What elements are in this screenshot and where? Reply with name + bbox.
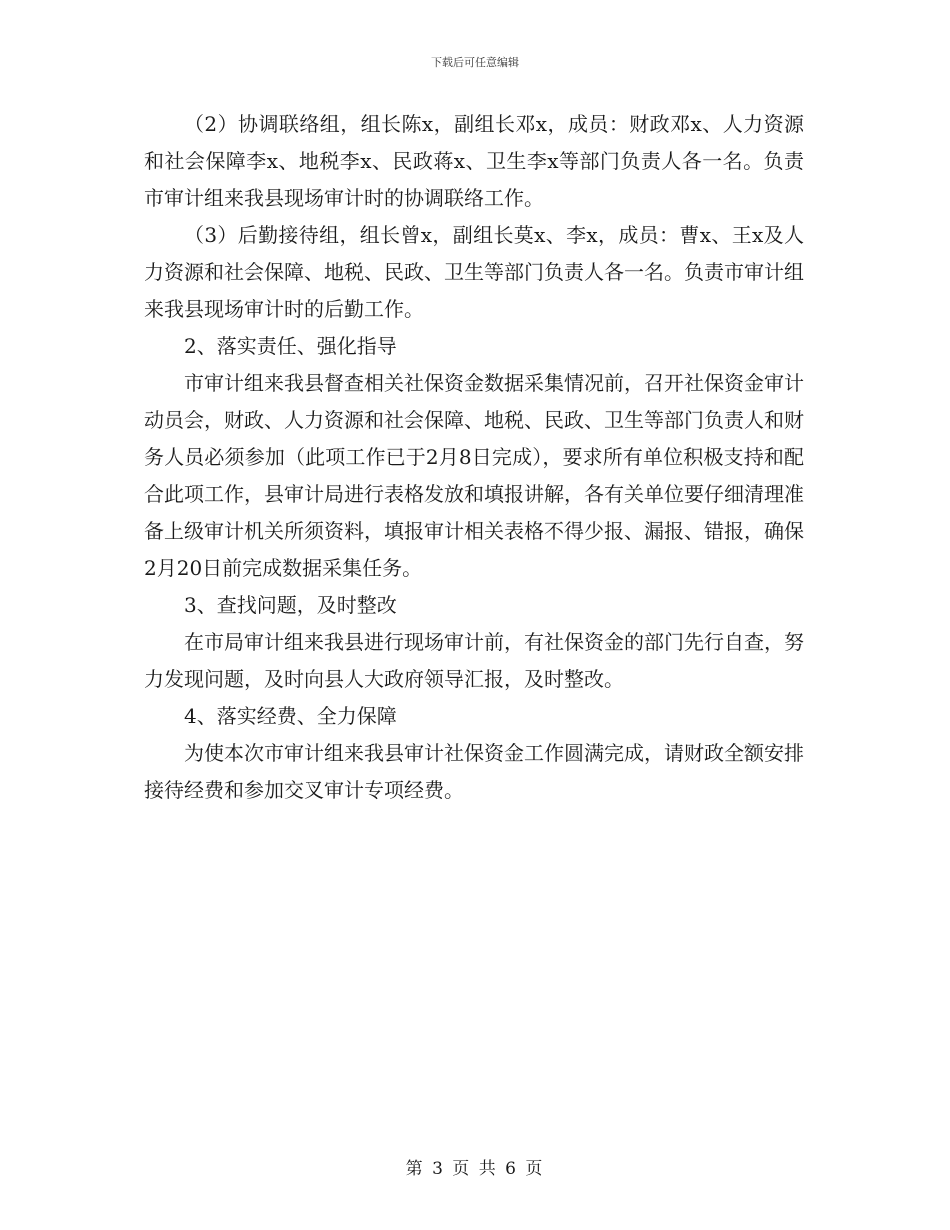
document-body <box>144 106 804 809</box>
section-heading-responsibility: 2、落实责任、强化指导 <box>184 334 397 358</box>
paragraph-coordination-group: （2）协调联络组，组长陈x，副组长邓x，成员：财政邓x、人力资源和社会保障李x、地税李x、民政蒋x、卫生李x等部门负责人各一名。负责市审计组来我县现场审计时的协调联络工作。 <box>144 112 804 210</box>
paragraph-rectification: 在市局审计组来我县进行现场审计前，有社保资金的部门先行自查，努力发现问题，及时向县人大政府领导汇报，及时整改。 <box>144 630 804 691</box>
section-heading-rectification: 3、查找问题，及时整改 <box>184 593 397 617</box>
paragraph-logistics-group: （3）后勤接待组，组长曾x，副组长莫x、李x，成员：曹x、王x及人力资源和社会保障、地税、民政、卫生等部门负责人各一名。负责市审计组来我县现场审计时的后勤工作。 <box>144 223 804 321</box>
page-number: 第 3 页 共 6 页 <box>405 1159 545 1179</box>
paragraph-responsibility: 市审计组来我县督查相关社保资金数据采集情况前，召开社保资金审计动员会，财政、人力资源和社会保障、地税、民政、卫生等部门负责人和财务人员必须参加（此项工作已于2月8日完成），要求所有单位积极支持和配合此项工作，县审计局进行表格发放和填报讲解，各有关单位要仔细清理准备上级审计机关所须资料，填报审计相关表格不得少报、漏报、错报，确保2月20日前完成数据采集任务。 <box>144 371 804 580</box>
section-heading-funding: 4、落实经费、全力保障 <box>184 704 397 728</box>
page-header-note: 下载后可任意编辑 <box>431 56 519 69</box>
paragraph-funding: 为使本次市审计组来我县审计社保资金工作圆满完成，请财政全额安排接待经费和参加交叉审计专项经费。 <box>144 741 804 802</box>
